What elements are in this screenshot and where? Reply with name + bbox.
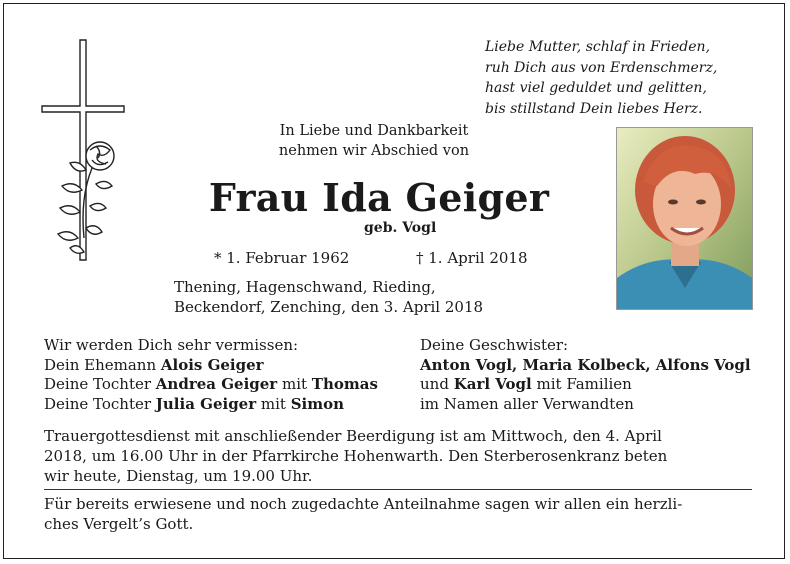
poem-line: ruh Dich aus von Erdenschmerz, [485,59,718,76]
poem-line: bis stillstand Dein liebes Herz. [485,100,703,117]
service-line: wir heute, Dienstag, um 19.00 Uhr. [44,466,313,485]
mourner-name: Alois Geiger [160,355,264,374]
mourners-left-heading: Wir werden Dich sehr vermissen: [44,336,299,354]
intro-line-1: In Liebe und Dankbarkeit [279,123,469,139]
thanks-line: ches Vergelt’s Gott. [44,515,194,533]
obituary-notice [3,3,785,559]
places-date [174,277,483,317]
mourner-name: Thomas [311,375,378,393]
connector-text: mit [256,394,291,413]
mourner-row [44,375,378,395]
maiden-name: geb. Vogl [364,220,437,236]
mourner-name: Simon [290,394,345,413]
mourner-name: Karl Vogl [453,375,532,393]
relation-text: Dein Ehemann [44,355,161,374]
relation-text: Deine Tochter [44,375,156,393]
connector-text: und [420,375,454,393]
mourners-left [44,336,378,414]
service-line: 2018, um 16.00 Uhr in der Pfarrkirche Hohenwarth. Den Sterberosenkranz beten [44,446,668,465]
mourner-row [44,356,378,376]
poem-line: Liebe Mutter, schlaf in Frieden, [485,39,711,55]
death-date: † 1. April 2018 [416,249,528,267]
thanks-text [44,494,752,534]
mourner-name: Anton Vogl, Maria Kolbeck, Alfons Vogl [420,355,751,374]
portrait-photo [616,127,753,310]
mourner-row [44,395,378,415]
cross-with-rose-icon [40,38,130,268]
mourner-name: Julia Geiger [155,394,257,413]
mourner-name: Andrea Geiger [155,375,278,393]
intro-text [204,122,544,161]
deceased-name: Frau Ida Geiger [208,175,550,220]
mourners-right [420,336,751,414]
poem-line: hast viel geduldet und gelitten, [485,80,707,96]
mourner-row [420,356,751,376]
mourner-row [420,395,751,415]
relation-text: Deine Tochter [44,394,156,413]
places-line-1: Thening, Hagenschwand, Rieding, [174,278,436,296]
mourners-right-heading: Deine Geschwister: [420,336,569,354]
intro-line-2: nehmen wir Abschied von [278,142,470,159]
birth-date: * 1. Februar 1962 [214,249,350,267]
thanks-line: Für bereits erwiesene und noch zugedachte Anteilnahme sagen wir allen ein herzli- [44,495,683,513]
relation-text: im Namen aller Verwandten [420,394,634,413]
mourner-row [420,375,751,395]
service-line: Trauergottesdienst mit anschließender Beerdigung ist am Mittwoch, den 4. April [44,427,662,445]
divider [44,489,752,490]
connector-text: mit [277,375,312,393]
poem [485,37,717,119]
relation-text: mit Familien [531,375,632,393]
places-line-2: Beckendorf, Zenching, den 3. April 2018 [174,298,484,316]
service-info [44,427,752,486]
